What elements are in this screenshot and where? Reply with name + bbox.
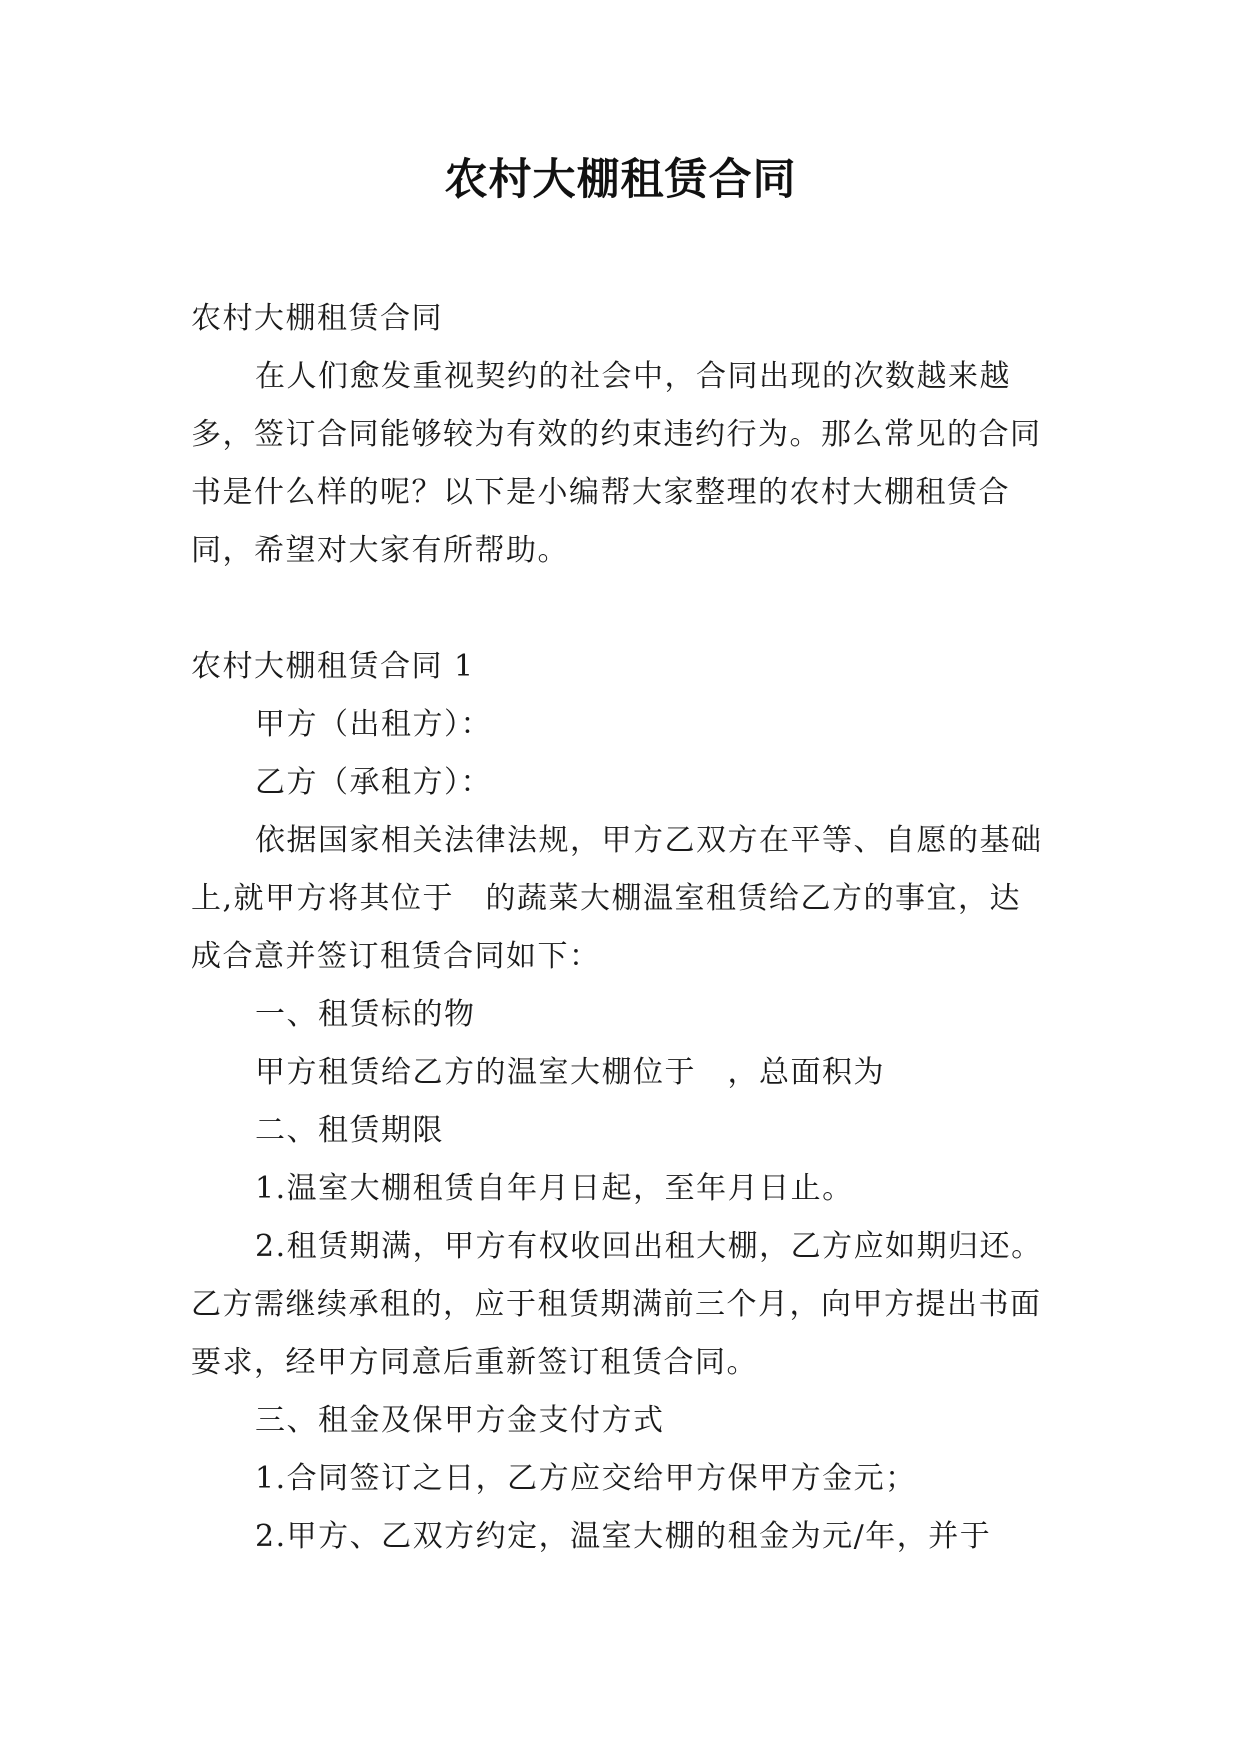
paragraph-spacer (191, 580, 1051, 638)
section-2-item-1: 1.温室大棚租赁自年月日起，至年月日止。 (255, 1171, 854, 1206)
section-heading-3: 三、租金及保甲方金支付方式 (255, 1403, 665, 1438)
document-title: 农村大棚租赁合同 (444, 155, 797, 205)
preamble-paragraph: 依据国家相关法律法规，甲方乙双方在平等、自愿的基础上,就甲方将其位于 的蔬菜大棚温室租赁给乙方的事宜，达成合意并签订租赁合同如下： (191, 823, 1043, 974)
section-heading-1: 一、租赁标的物 (255, 997, 476, 1032)
party-b-line: 乙方（承租方）： (255, 765, 492, 800)
intro-heading: 农村大棚租赁合同 (191, 301, 443, 336)
section-2-item-2: 2.租赁期满，甲方有权收回出租大棚，乙方应如期归还。乙方需继续承租的，应于租赁期满前三个月，向甲方提出书面要求，经甲方同意后重新签订租赁合同。 (191, 1229, 1043, 1380)
intro-paragraph: 在人们愈发重视契约的社会中，合同出现的次数越来越多，签订合同能够较为有效的约束违约行为。那么常见的合同书是什么样的呢？以下是小编帮大家整理的农村大棚租赁合同，希望对大家有所帮助。 (191, 359, 1042, 568)
section-3-item-2: 2.甲方、乙双方约定，温室大棚的租金为元/年，并于 (255, 1519, 992, 1554)
document-body (191, 290, 1051, 1566)
contract-heading: 农村大棚租赁合同 1 (191, 649, 475, 684)
party-a-line: 甲方（出租方）： (255, 707, 492, 742)
section-1-text: 甲方租赁给乙方的温室大棚位于 ，总面积为 (255, 1055, 885, 1090)
section-3-item-1: 1.合同签订之日，乙方应交给甲方保甲方金元； (255, 1461, 917, 1496)
section-heading-2: 二、租赁期限 (255, 1113, 444, 1148)
